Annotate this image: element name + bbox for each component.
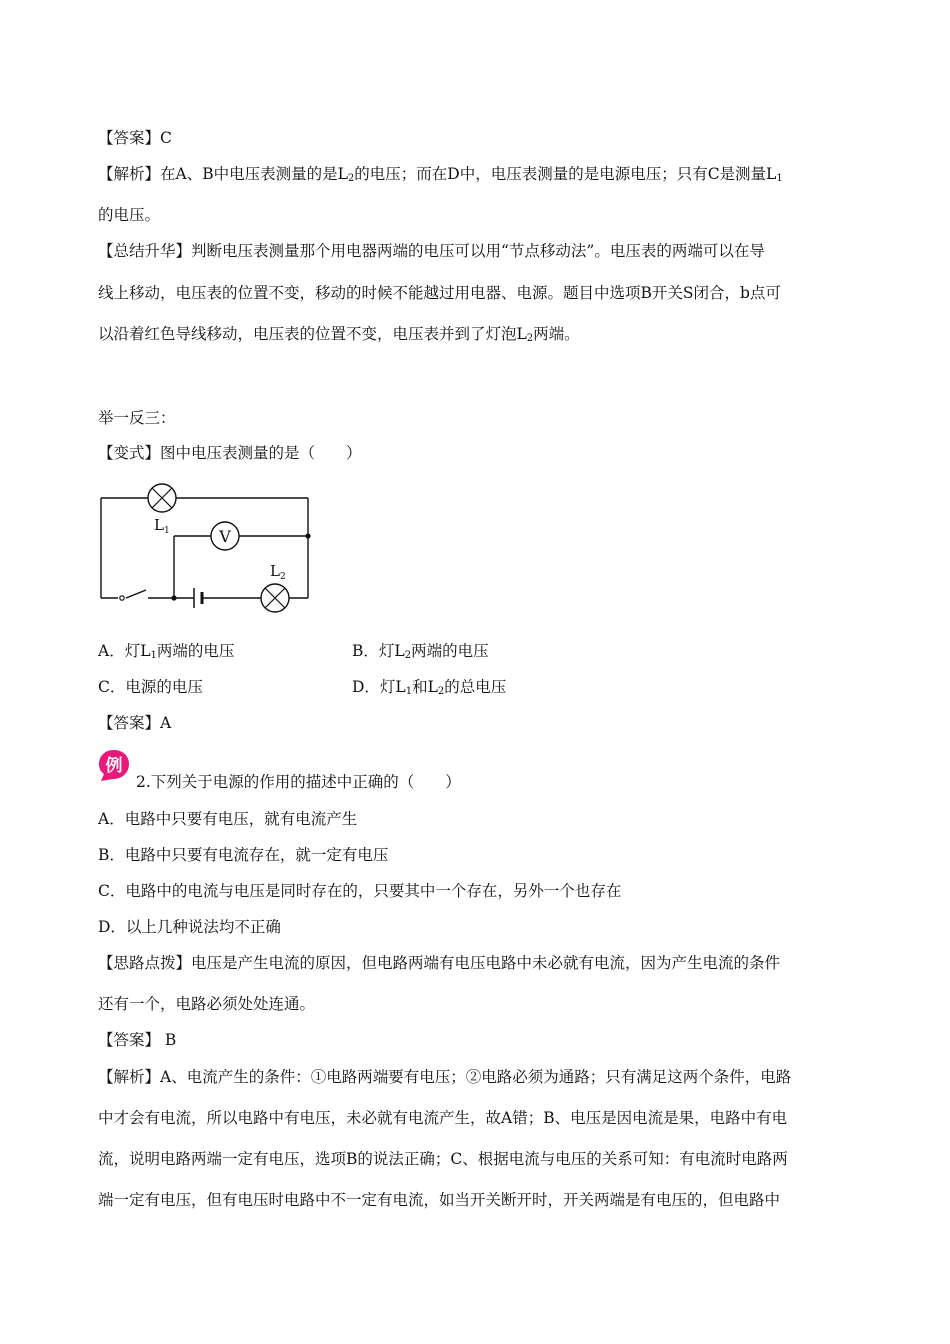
example2-analysis-line-2: 中才会有电流，所以电路中有电压，未必就有电流产生，故A错；B、电压是因电流是果，电路中有电: [98, 1109, 788, 1127]
q1-summary-line-3: 以沿着红色导线移动，电压表的位置不变，电压表并到了灯泡$L_2$两端。: [98, 325, 580, 344]
lamp-l2: [261, 584, 289, 612]
variant-option-d: D．灯$L_1$和$L_2$的总电压: [352, 678, 507, 697]
example-badge-text: 例: [105, 756, 123, 776]
variant-question: 【变式】图中电压表测量的是（ ）: [98, 444, 362, 462]
lamp-l1: [148, 484, 176, 512]
q1-summary-line-1: 【总结升华】判断电压表测量那个用电器两端的电压可以用“节点移动法”。电压表的两端可以在导: [98, 242, 765, 260]
junction-dot: [305, 533, 310, 538]
example2-analysis-line-4: 端一定有电压，但有电压时电路中不一定有电流，如当开关断开时，开关两端是有电压的，但电路中: [98, 1191, 781, 1209]
example2-hint-line-1: 【思路点拨】电压是产生电流的原因，但电路两端有电压电路中未必就有电流，因为产生电流的条件: [98, 954, 781, 972]
q1-analysis-line-2: 的电压。: [98, 206, 161, 224]
circuit-diagram: [96, 478, 318, 618]
lamp-l2-label: $L_2$: [270, 562, 286, 582]
variant-option-a: A．灯$L_1$两端的电压: [98, 642, 235, 661]
example2-analysis-line-3: 流，说明电路两端一定有电压，选项B的说法正确；C、根据电流与电压的关系可知：有电流时电路两: [98, 1150, 788, 1168]
q1-summary-line-2: 线上移动，电压表的位置不变，移动的时候不能越过用电器、电源。题目中选项B开关S闭合，b点可: [98, 284, 781, 302]
junction-dot: [171, 595, 176, 600]
example2-hint-line-2: 还有一个，电路必须处处连通。: [98, 995, 316, 1013]
q1-analysis-line-1: 【解析】在A、B中电压表测量的是$L_2$的电压；而在D中，电压表测量的是电源电压；只有C是测量$L_1$: [98, 165, 783, 184]
example2-option-c: C．电路中的电流与电压是同时存在的，只要其中一个存在，另外一个也存在: [98, 882, 622, 900]
example2-question: 2.下列关于电源的作用的描述中正确的（ ）: [136, 773, 461, 791]
example-badge-icon: [97, 748, 131, 782]
example2-answer: 【答案】 B: [98, 1031, 177, 1049]
example2-option-d: D．以上几种说法均不正确: [98, 918, 281, 936]
q1-answer: 【答案】C: [98, 129, 172, 147]
variant-option-b: B．灯$L_2$两端的电压: [352, 642, 489, 661]
example2-analysis-line-1: 【解析】A、电流产生的条件：①电路两端要有电压；②电路必须为通路；只有满足这两个条件，电路: [98, 1068, 792, 1086]
voltmeter-label: V: [219, 527, 231, 546]
variant-answer: 【答案】A: [98, 714, 172, 732]
variant-heading: 举一反三：: [98, 409, 176, 427]
example2-option-a: A．电路中只要有电压，就有电流产生: [98, 810, 358, 828]
switch-contact: [120, 596, 124, 600]
lamp-l1-label: $L_1$: [154, 516, 170, 536]
example2-option-b: B．电路中只要有电流存在，就一定有电压: [98, 846, 389, 864]
variant-option-c: C．电源的电压: [98, 678, 203, 696]
